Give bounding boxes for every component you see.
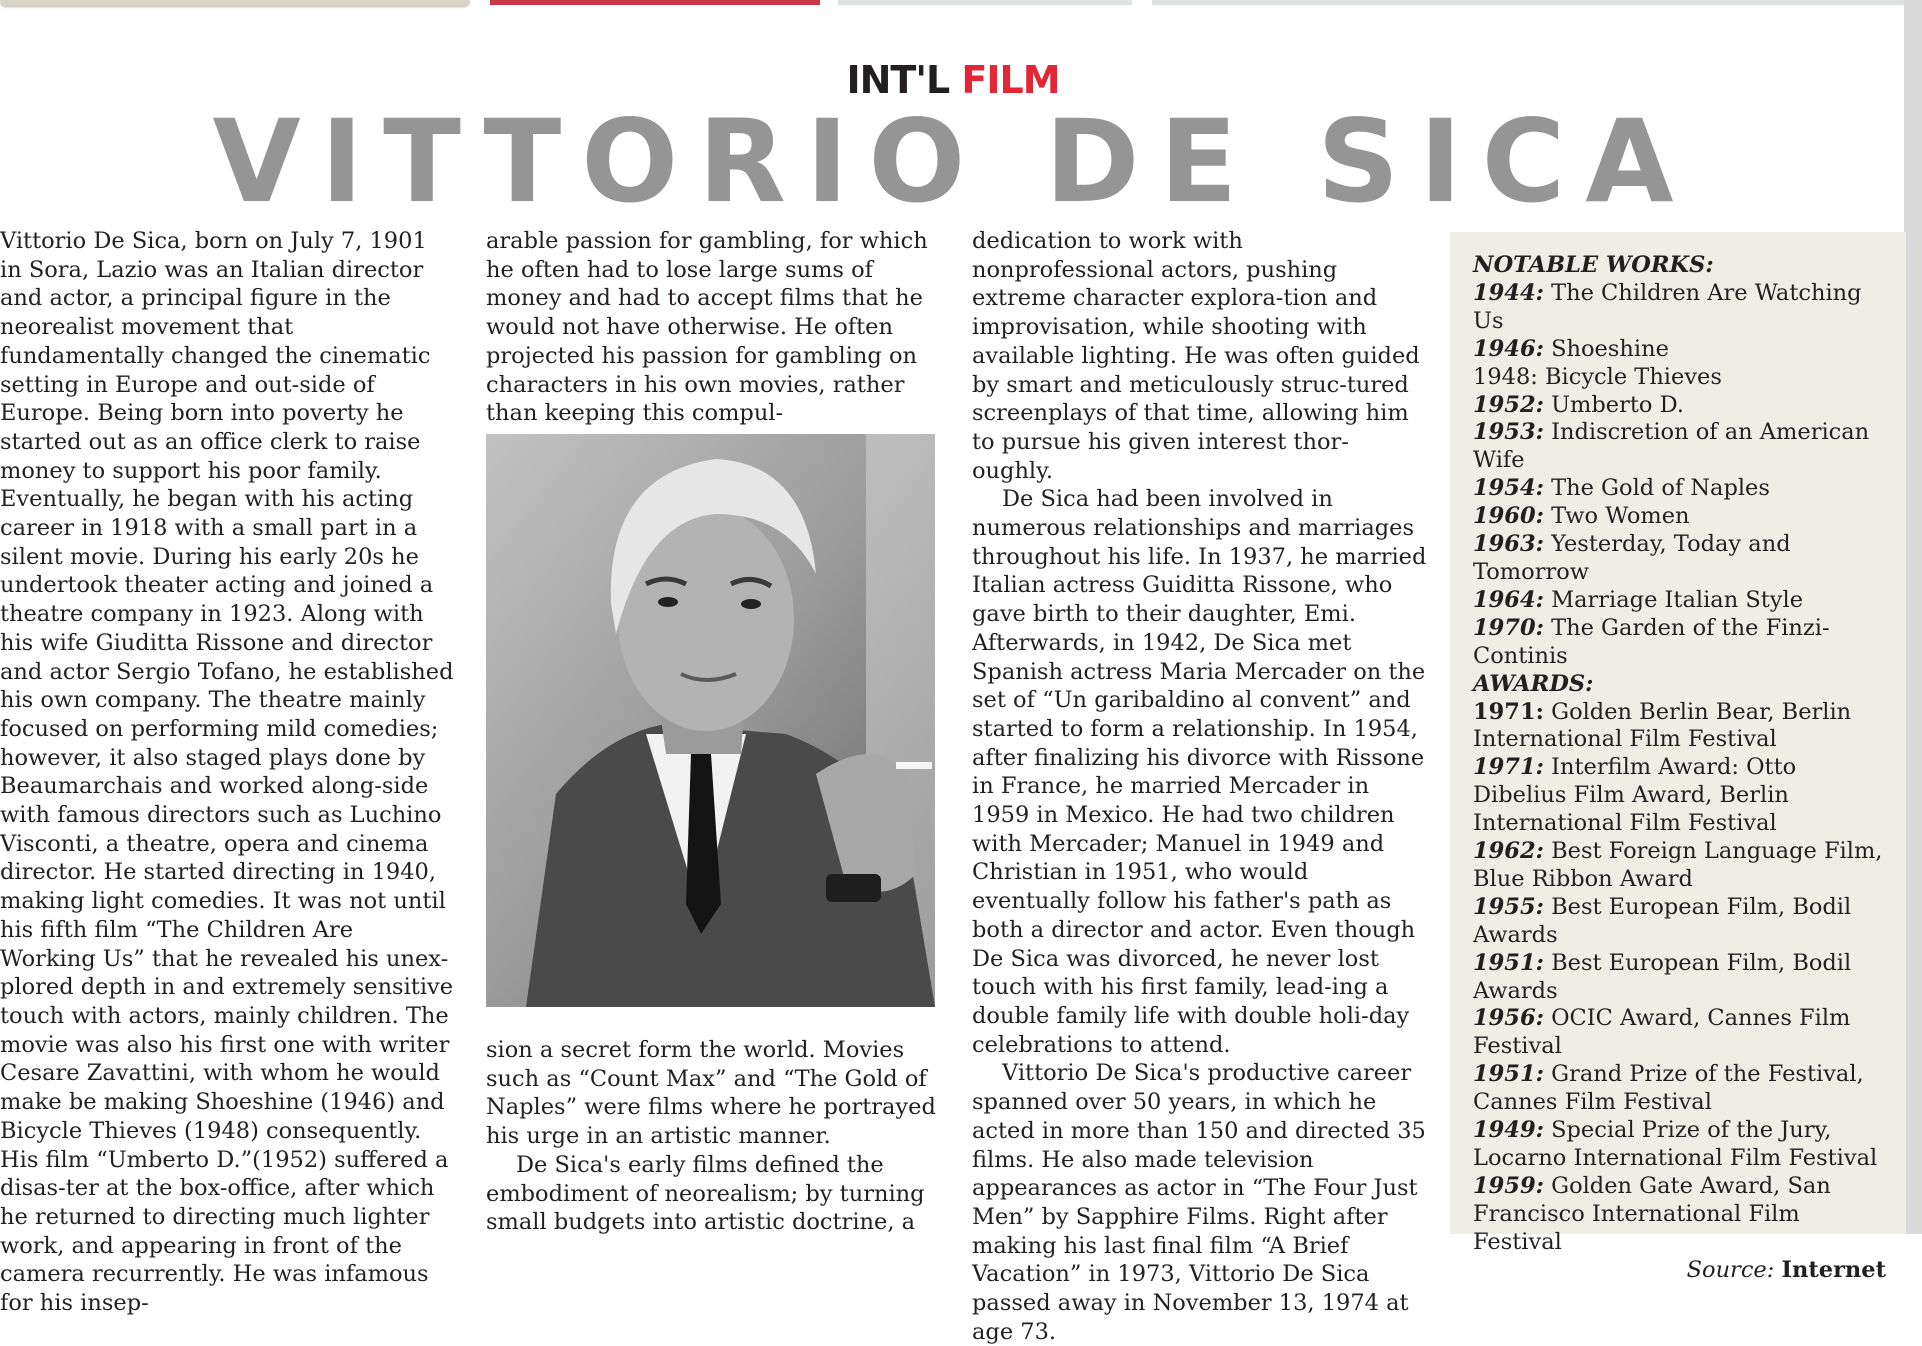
award-title: Special Prize of the Jury, Locarno International Film Festival — [1473, 1117, 1878, 1171]
work-year: 1946: — [1473, 335, 1544, 362]
source-credit — [1473, 1257, 1888, 1285]
award-year: 1951: — [1473, 949, 1544, 976]
award-year: 1955: — [1473, 893, 1544, 920]
work-title: Marriage Italian Style — [1551, 586, 1804, 613]
work-title: Shoeshine — [1551, 335, 1669, 362]
work-title: Yesterday, Today and Tomorrow — [1473, 531, 1791, 585]
award-item — [1473, 1173, 1888, 1257]
kicker-intl: INT'L — [846, 58, 950, 102]
work-item — [1473, 392, 1888, 420]
work-item — [1473, 364, 1888, 392]
work-title: Two Women — [1551, 503, 1690, 530]
portrait-photo — [486, 434, 935, 1007]
award-year: 1949: — [1473, 1117, 1544, 1144]
award-title: OCIC Award, Cannes Film Festival — [1473, 1005, 1851, 1060]
work-item — [1473, 615, 1888, 671]
body-paragraph: De Sica had been involved in numerous relationships and marriages throughout his life. In 1937, he married Italian actress Guiditta Rissone, who gave birth to their daughter, Emi. Afterwards, in 1942, De Sica met Spanish actress Maria Mercader on the set of “Un garibaldino al convent” and started to form a relationship. In 1954, after finalizing his divorce with Rissone in France, he married Mercader in 1959 in Mexico. He had two children with Mercader; Manuel in 1949 and Christian in 1951, who would eventually follow his father's path as both a director and actor. Even though De Sica was divorced, he never lost touch with his first family, lead-ing a double family life with double holi-day celebrations to attend. — [972, 486, 1427, 1058]
award-year: 1962: — [1473, 838, 1544, 865]
award-title: Best European Film, Bodil Awards — [1473, 893, 1852, 948]
award-year: 1971: — [1473, 754, 1544, 781]
work-year: 1960: — [1473, 503, 1544, 530]
work-item — [1473, 531, 1888, 587]
work-year: 1953: — [1473, 419, 1544, 446]
article-column-2-top — [486, 227, 936, 428]
award-item — [1473, 894, 1888, 950]
awards-heading: AWARDS: — [1473, 670, 1594, 697]
notable-works-sidebar — [1450, 232, 1906, 1283]
top-divider-bar-long — [1152, 0, 1922, 5]
work-year: 1952: — [1473, 391, 1544, 418]
work-title: The Children Are Watching Us — [1473, 279, 1862, 334]
body-paragraph: arable passion for gambling, for which he often had to lose large sums of money and had to accept films that he would not have otherwise. He often projected his passion for gambling on characters in his own movies, rather than keeping this compul- — [486, 228, 928, 427]
article-column-2-bottom — [486, 1036, 936, 1237]
award-title: Grand Prize of the Festival, Cannes Film Festival — [1473, 1061, 1864, 1116]
award-year: 1951: — [1473, 1061, 1544, 1088]
award-item — [1473, 754, 1888, 838]
article-column-3 — [972, 227, 1427, 1346]
body-paragraph: Vittorio De Sica's productive career spanned over 50 years, in which he acted in more than 150 and directed 35 films. He also made television appearances as actor in “The Four Just Men” by Sapphire Films. Right after making his last final film “A Brief Vacation” in 1973, Vittorio De Sica passed away in November 13, 1974 at age 73. — [972, 1060, 1426, 1345]
article-title: VITTORIO DE SICA — [212, 95, 1694, 228]
award-item — [1473, 1005, 1888, 1061]
work-item — [1473, 475, 1888, 503]
source-value: Internet — [1781, 1256, 1886, 1283]
work-item — [1473, 336, 1888, 364]
top-divider-bar — [838, 0, 1132, 5]
body-paragraph: dedication to work with nonprofessional actors, pushing extreme character explora-tion and improvisation, while shooting with available lighting. He was often guided by smart and meticulously struc-tured screenplays of that time, allowing him to pursue his given interest thor-oughly. — [972, 228, 1420, 484]
body-paragraph: De Sica's early films defined the embodiment of neorealism; by turning small budgets into artistic doctrine, a — [486, 1151, 925, 1236]
work-item — [1473, 280, 1888, 336]
work-item — [1473, 419, 1888, 475]
award-item — [1473, 950, 1888, 1006]
work-title: Umberto D. — [1551, 391, 1684, 418]
work-title: The Gold of Naples — [1551, 475, 1770, 502]
award-title: Interfilm Award: Otto Dibelius Film Award, Berlin International Film Festival — [1473, 754, 1797, 837]
award-item — [1473, 838, 1888, 894]
work-title: Bicycle Thieves — [1545, 363, 1722, 390]
article-column-1 — [0, 227, 455, 1318]
work-year: 1944: — [1473, 279, 1544, 306]
award-item — [1473, 699, 1888, 755]
work-year: 1948: — [1473, 363, 1538, 390]
works-heading: NOTABLE WORKS: — [1473, 252, 1714, 278]
work-item — [1473, 587, 1888, 615]
page-edge — [1904, 0, 1922, 1234]
work-year: 1970: — [1473, 614, 1544, 641]
work-title: Indiscretion of an American Wife — [1473, 419, 1870, 474]
work-year: 1964: — [1473, 586, 1544, 613]
work-title: The Garden of the Finzi-Continis — [1473, 614, 1830, 669]
award-year: 1956: — [1473, 1005, 1544, 1032]
work-year: 1963: — [1473, 531, 1544, 558]
body-paragraph: Vittorio De Sica, born on July 7, 1901 in Sora, Lazio was an Italian director and actor, a principal figure in the neorealist movement that fundamentally changed the cinematic setting in Europe and out-side of Europe. Being born into poverty he started out as an office clerk to raise money to support his poor family. Eventually, he began with his acting career in 1918 with a small part in a silent movie. During his early 20s he undertook theater acting and joined a theatre company in 1923. Along with his wife Giuditta Rissone and director and actor Sergio Tofano, he established his own company. The theatre mainly focused on performing mild comedies; however, it also staged plays done by Beaumarchais and worked along-side with famous directors such as Luchino Visconti, a theatre, opera and cinema director. He started directing in 1940, making light comedies. It was not until his fifth film “The Children Are Working Us” that he revealed his unex-plored depth in and extremely sensitive touch with actors, mainly children. The movie was also his first one with writer Cesare Zavattini, with whom he would make be making Shoeshine (1946) and Bicycle Thieves (1948) consequently. His film “Umberto D.”(1952) suffered a disas-ter at the box-office, after which he returned to directing much lighter work, and appearing in front of the camera recurrently. He was infamous for his insep- — [0, 228, 454, 1317]
source-label: Source: — [1686, 1256, 1775, 1283]
award-title: Best Foreign Language Film, Blue Ribbon Award — [1473, 838, 1883, 892]
work-year: 1954: — [1473, 475, 1544, 502]
award-item — [1473, 1061, 1888, 1117]
kicker-film: FILM — [961, 58, 1060, 102]
award-title: Best European Film, Bodil Awards — [1473, 949, 1852, 1004]
award-year: 1959: — [1473, 1172, 1544, 1199]
work-item — [1473, 503, 1888, 531]
body-paragraph: sion a secret form the world. Movies such as “Count Max” and “The Gold of Naples” were films where he portrayed his urge in an artistic manner. — [486, 1037, 936, 1150]
award-title: Golden Berlin Bear, Berlin International Film Festival — [1473, 698, 1852, 753]
top-accent-bar — [490, 0, 820, 5]
award-title: Golden Gate Award, San Francisco International Film Festival — [1473, 1172, 1831, 1255]
portrait-illustration — [486, 434, 935, 1007]
award-item — [1473, 1117, 1888, 1173]
top-tab-bar — [0, 0, 470, 6]
award-year: 1971: — [1473, 698, 1544, 725]
